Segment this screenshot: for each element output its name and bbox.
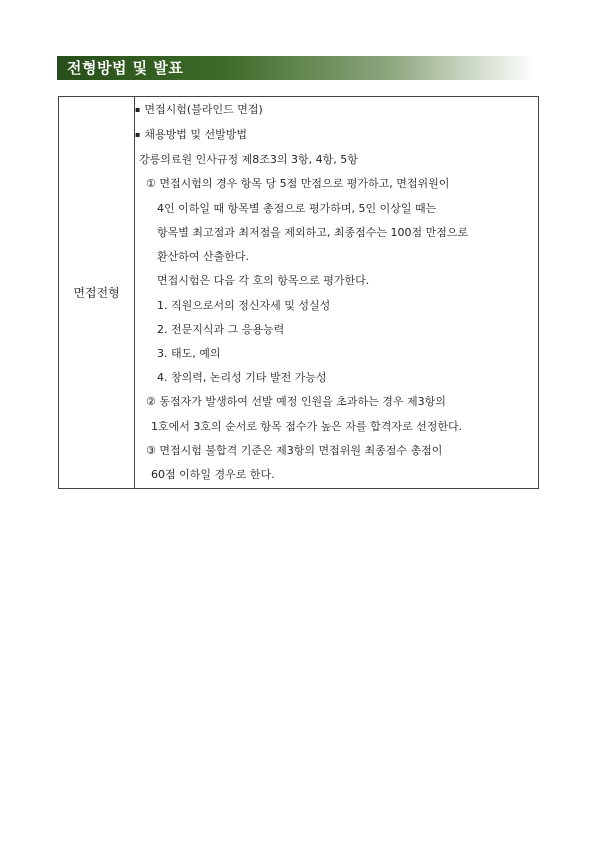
list-item: ▪ 면접시험(블라인드 면접) <box>135 102 263 116</box>
criteria-item: 3. 태도, 예의 <box>157 346 221 360</box>
list-item: ▪ 채용방법 및 선발방법 <box>135 128 248 142</box>
rule-line: ② 동점자가 발생하여 선발 예정 인원을 초과하는 경우 제3항의 <box>146 395 446 409</box>
rule-line: 60점 이하일 경우로 한다. <box>151 467 275 481</box>
bullet-icon: ▪ <box>135 130 141 140</box>
criteria-item: 1. 직원으로서의 정신자세 및 성실성 <box>157 298 331 312</box>
criteria-item: 2. 전문지식과 그 응용능력 <box>157 322 285 336</box>
section-title: 전형방법 및 발표 <box>67 59 184 77</box>
rule-line: ③ 면접시험 불합격 기준은 제3항의 면접위원 최종점수 총점이 <box>146 443 443 457</box>
rule-line: 환산하여 산출한다. <box>157 250 250 264</box>
rule-line: 4인 이하일 때 항목별 총점으로 평가하며, 5인 이상일 때는 <box>157 201 437 215</box>
rule-line: 1호에서 3호의 순서로 항목 점수가 높은 자를 합격자로 선정한다. <box>151 419 463 433</box>
criteria-item: 4. 창의력, 논리성 기타 발전 가능성 <box>157 371 327 385</box>
bullet-icon: ▪ <box>135 104 141 114</box>
row-content <box>135 97 539 489</box>
regulation-text: 강릉의료원 인사규정 제8조3의 3항, 4항, 5항 <box>139 153 358 167</box>
rule-line: 항목별 최고점과 최저점을 제외하고, 최종점수는 100점 만점으로 <box>157 225 469 239</box>
table-row <box>59 97 539 489</box>
rule-line: 면접시험은 다음 각 호의 항목으로 평가한다. <box>157 274 370 288</box>
section-header <box>57 56 535 80</box>
rule-line: ① 면접시험의 경우 항목 당 5점 만점으로 평가하고, 면접위원이 <box>146 177 450 191</box>
row-label: 면접전형 <box>59 97 135 489</box>
selection-table <box>58 96 539 489</box>
